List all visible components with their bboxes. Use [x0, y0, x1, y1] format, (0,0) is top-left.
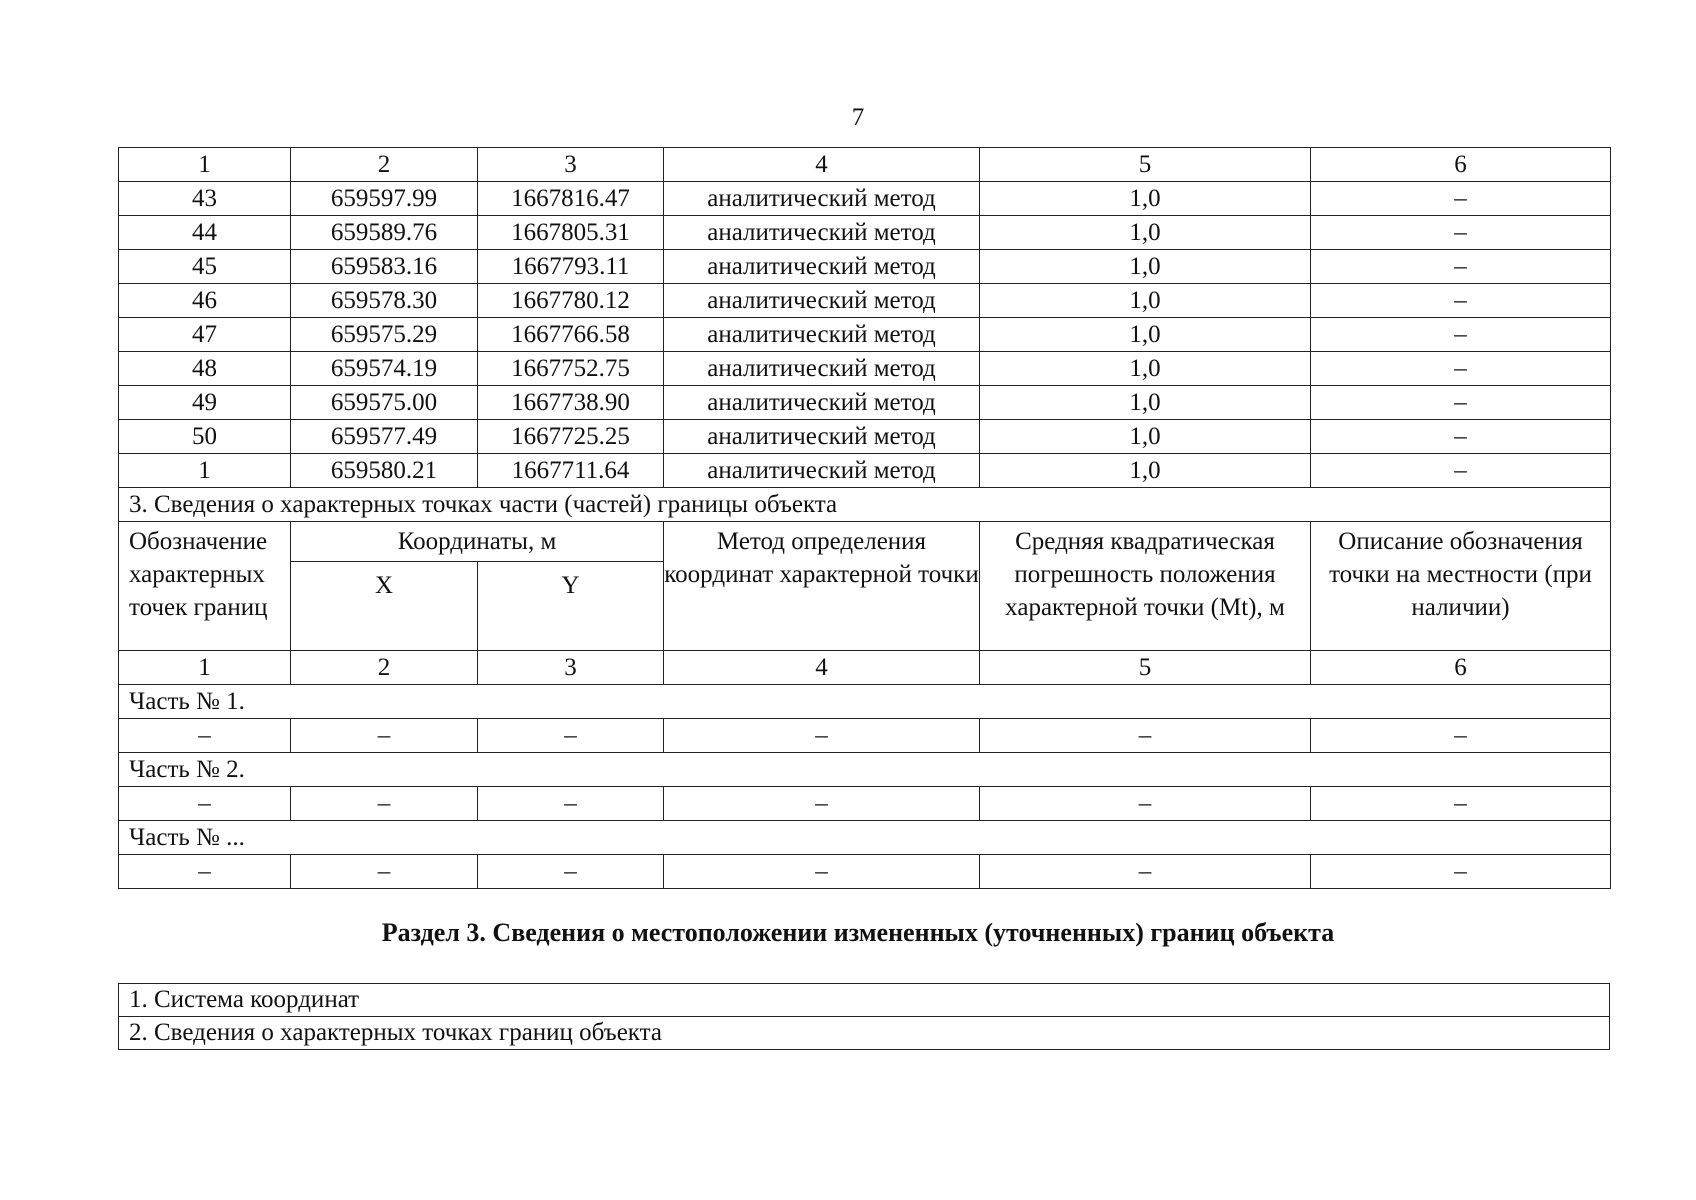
table-row: [119, 284, 1611, 318]
mt-cell: 1,0: [980, 284, 1311, 318]
coord-x: 659583.16: [291, 250, 478, 284]
method-cell: аналитический метод: [664, 318, 980, 352]
coord-y: 1667752.75: [478, 352, 664, 386]
desc-cell: –: [1311, 318, 1611, 352]
coord-y: 1667793.11: [478, 250, 664, 284]
coord-y: 1667766.58: [478, 318, 664, 352]
point-number: 47: [119, 318, 291, 352]
part-cell: –: [1311, 719, 1611, 753]
part-label-row: [119, 685, 1611, 719]
column-number: 5: [980, 148, 1311, 182]
table-row: [119, 318, 1611, 352]
column-number: 4: [664, 148, 980, 182]
section-3-row: [119, 1017, 1610, 1050]
mt-cell: 1,0: [980, 386, 1311, 420]
coord-x: 659574.19: [291, 352, 478, 386]
point-number: 50: [119, 420, 291, 454]
header-description: Описание обозначения точки на местности (при наличии): [1311, 522, 1611, 651]
mt-cell: 1,0: [980, 318, 1311, 352]
column-number: 1: [119, 148, 291, 182]
desc-cell: –: [1311, 386, 1611, 420]
coord-y: 1667816.47: [478, 182, 664, 216]
boundary-points-table: [118, 147, 1611, 889]
mt-cell: 1,0: [980, 250, 1311, 284]
point-number: 48: [119, 352, 291, 386]
coord-x: 659577.49: [291, 420, 478, 454]
coord-y: 1667711.64: [478, 454, 664, 488]
part-cell: –: [478, 719, 664, 753]
part-cell: –: [119, 855, 291, 889]
method-cell: аналитический метод: [664, 182, 980, 216]
coord-x: 659575.29: [291, 318, 478, 352]
part-cell: –: [119, 719, 291, 753]
column-number: 6: [1311, 651, 1611, 685]
method-cell: аналитический метод: [664, 454, 980, 488]
point-number: 43: [119, 182, 291, 216]
part-label: Часть № 2.: [119, 753, 1611, 787]
table-row: [119, 454, 1611, 488]
coord-x: 659578.30: [291, 284, 478, 318]
boundary-points-label: 2. Сведения о характерных точках границ объекта: [119, 1017, 1610, 1050]
coord-x: 659575.00: [291, 386, 478, 420]
mt-cell: 1,0: [980, 454, 1311, 488]
method-cell: аналитический метод: [664, 420, 980, 454]
method-cell: аналитический метод: [664, 284, 980, 318]
table-row: [119, 386, 1611, 420]
column-number: 1: [119, 651, 291, 685]
header-method: Метод определения координат характерной точки: [664, 522, 980, 651]
method-cell: аналитический метод: [664, 250, 980, 284]
part-cell: –: [1311, 855, 1611, 889]
desc-cell: –: [1311, 182, 1611, 216]
column-number: 4: [664, 651, 980, 685]
part-label: Часть № 1.: [119, 685, 1611, 719]
coord-y: 1667780.12: [478, 284, 664, 318]
header-mean-square-error: Средняя квадратическая погрешность положения характерной точки (Mt), м: [980, 522, 1311, 651]
section-3-title: Раздел 3. Сведения о местоположении измененных (уточненных) границ объекта: [381, 918, 1335, 947]
parts-section-title: 3. Сведения о характерных точках части (частей) границы объекта: [119, 488, 1611, 522]
coord-y: 1667725.25: [478, 420, 664, 454]
section-3-row: [119, 984, 1610, 1017]
table-row: [119, 352, 1611, 386]
part-cell: –: [291, 787, 478, 821]
part-values-row: [119, 787, 1611, 821]
table-row: [119, 182, 1611, 216]
part-cell: –: [1311, 787, 1611, 821]
point-number: 46: [119, 284, 291, 318]
part-cell: –: [980, 855, 1311, 889]
part-cell: –: [291, 719, 478, 753]
desc-cell: –: [1311, 216, 1611, 250]
point-number: 1: [119, 454, 291, 488]
header-point-designation: Обозначение характерных точек границ: [119, 522, 291, 651]
part-label-row: [119, 821, 1611, 855]
parts-column-numbers-row: [119, 651, 1611, 685]
column-number: 6: [1311, 148, 1611, 182]
part-cell: –: [664, 787, 980, 821]
part-values-row: [119, 855, 1611, 889]
point-number: 44: [119, 216, 291, 250]
table-row: [119, 420, 1611, 454]
column-number: 2: [291, 651, 478, 685]
part-cell: –: [664, 719, 980, 753]
coord-y: 1667738.90: [478, 386, 664, 420]
part-cell: –: [980, 787, 1311, 821]
coord-x: 659589.76: [291, 216, 478, 250]
column-numbers-row: [119, 148, 1611, 182]
coordinate-system-label: 1. Система координат: [119, 984, 1610, 1017]
desc-cell: –: [1311, 250, 1611, 284]
page-number: 7: [851, 104, 865, 131]
header-x: X: [291, 562, 478, 651]
part-cell: –: [980, 719, 1311, 753]
column-number: 2: [291, 148, 478, 182]
parts-header-row: [119, 522, 1611, 562]
method-cell: аналитический метод: [664, 386, 980, 420]
column-number: 3: [478, 651, 664, 685]
header-y: Y: [478, 562, 664, 651]
table-row: [119, 250, 1611, 284]
column-number: 5: [980, 651, 1311, 685]
point-number: 45: [119, 250, 291, 284]
desc-cell: –: [1311, 352, 1611, 386]
part-cell: –: [291, 855, 478, 889]
mt-cell: 1,0: [980, 352, 1311, 386]
mt-cell: 1,0: [980, 216, 1311, 250]
part-label: Часть № ...: [119, 821, 1611, 855]
point-number: 49: [119, 386, 291, 420]
desc-cell: –: [1311, 420, 1611, 454]
table-row: [119, 216, 1611, 250]
desc-cell: –: [1311, 284, 1611, 318]
coord-x: 659597.99: [291, 182, 478, 216]
column-number: 3: [478, 148, 664, 182]
parts-section-title-row: [119, 488, 1611, 522]
header-coordinates: Координаты, м: [291, 522, 664, 562]
mt-cell: 1,0: [980, 420, 1311, 454]
part-values-row: [119, 719, 1611, 753]
part-cell: –: [478, 855, 664, 889]
method-cell: аналитический метод: [664, 216, 980, 250]
part-label-row: [119, 753, 1611, 787]
part-cell: –: [664, 855, 980, 889]
section-3-table: [118, 983, 1610, 1050]
mt-cell: 1,0: [980, 182, 1311, 216]
coord-x: 659580.21: [291, 454, 478, 488]
coord-y: 1667805.31: [478, 216, 664, 250]
desc-cell: –: [1311, 454, 1611, 488]
part-cell: –: [119, 787, 291, 821]
method-cell: аналитический метод: [664, 352, 980, 386]
part-cell: –: [478, 787, 664, 821]
